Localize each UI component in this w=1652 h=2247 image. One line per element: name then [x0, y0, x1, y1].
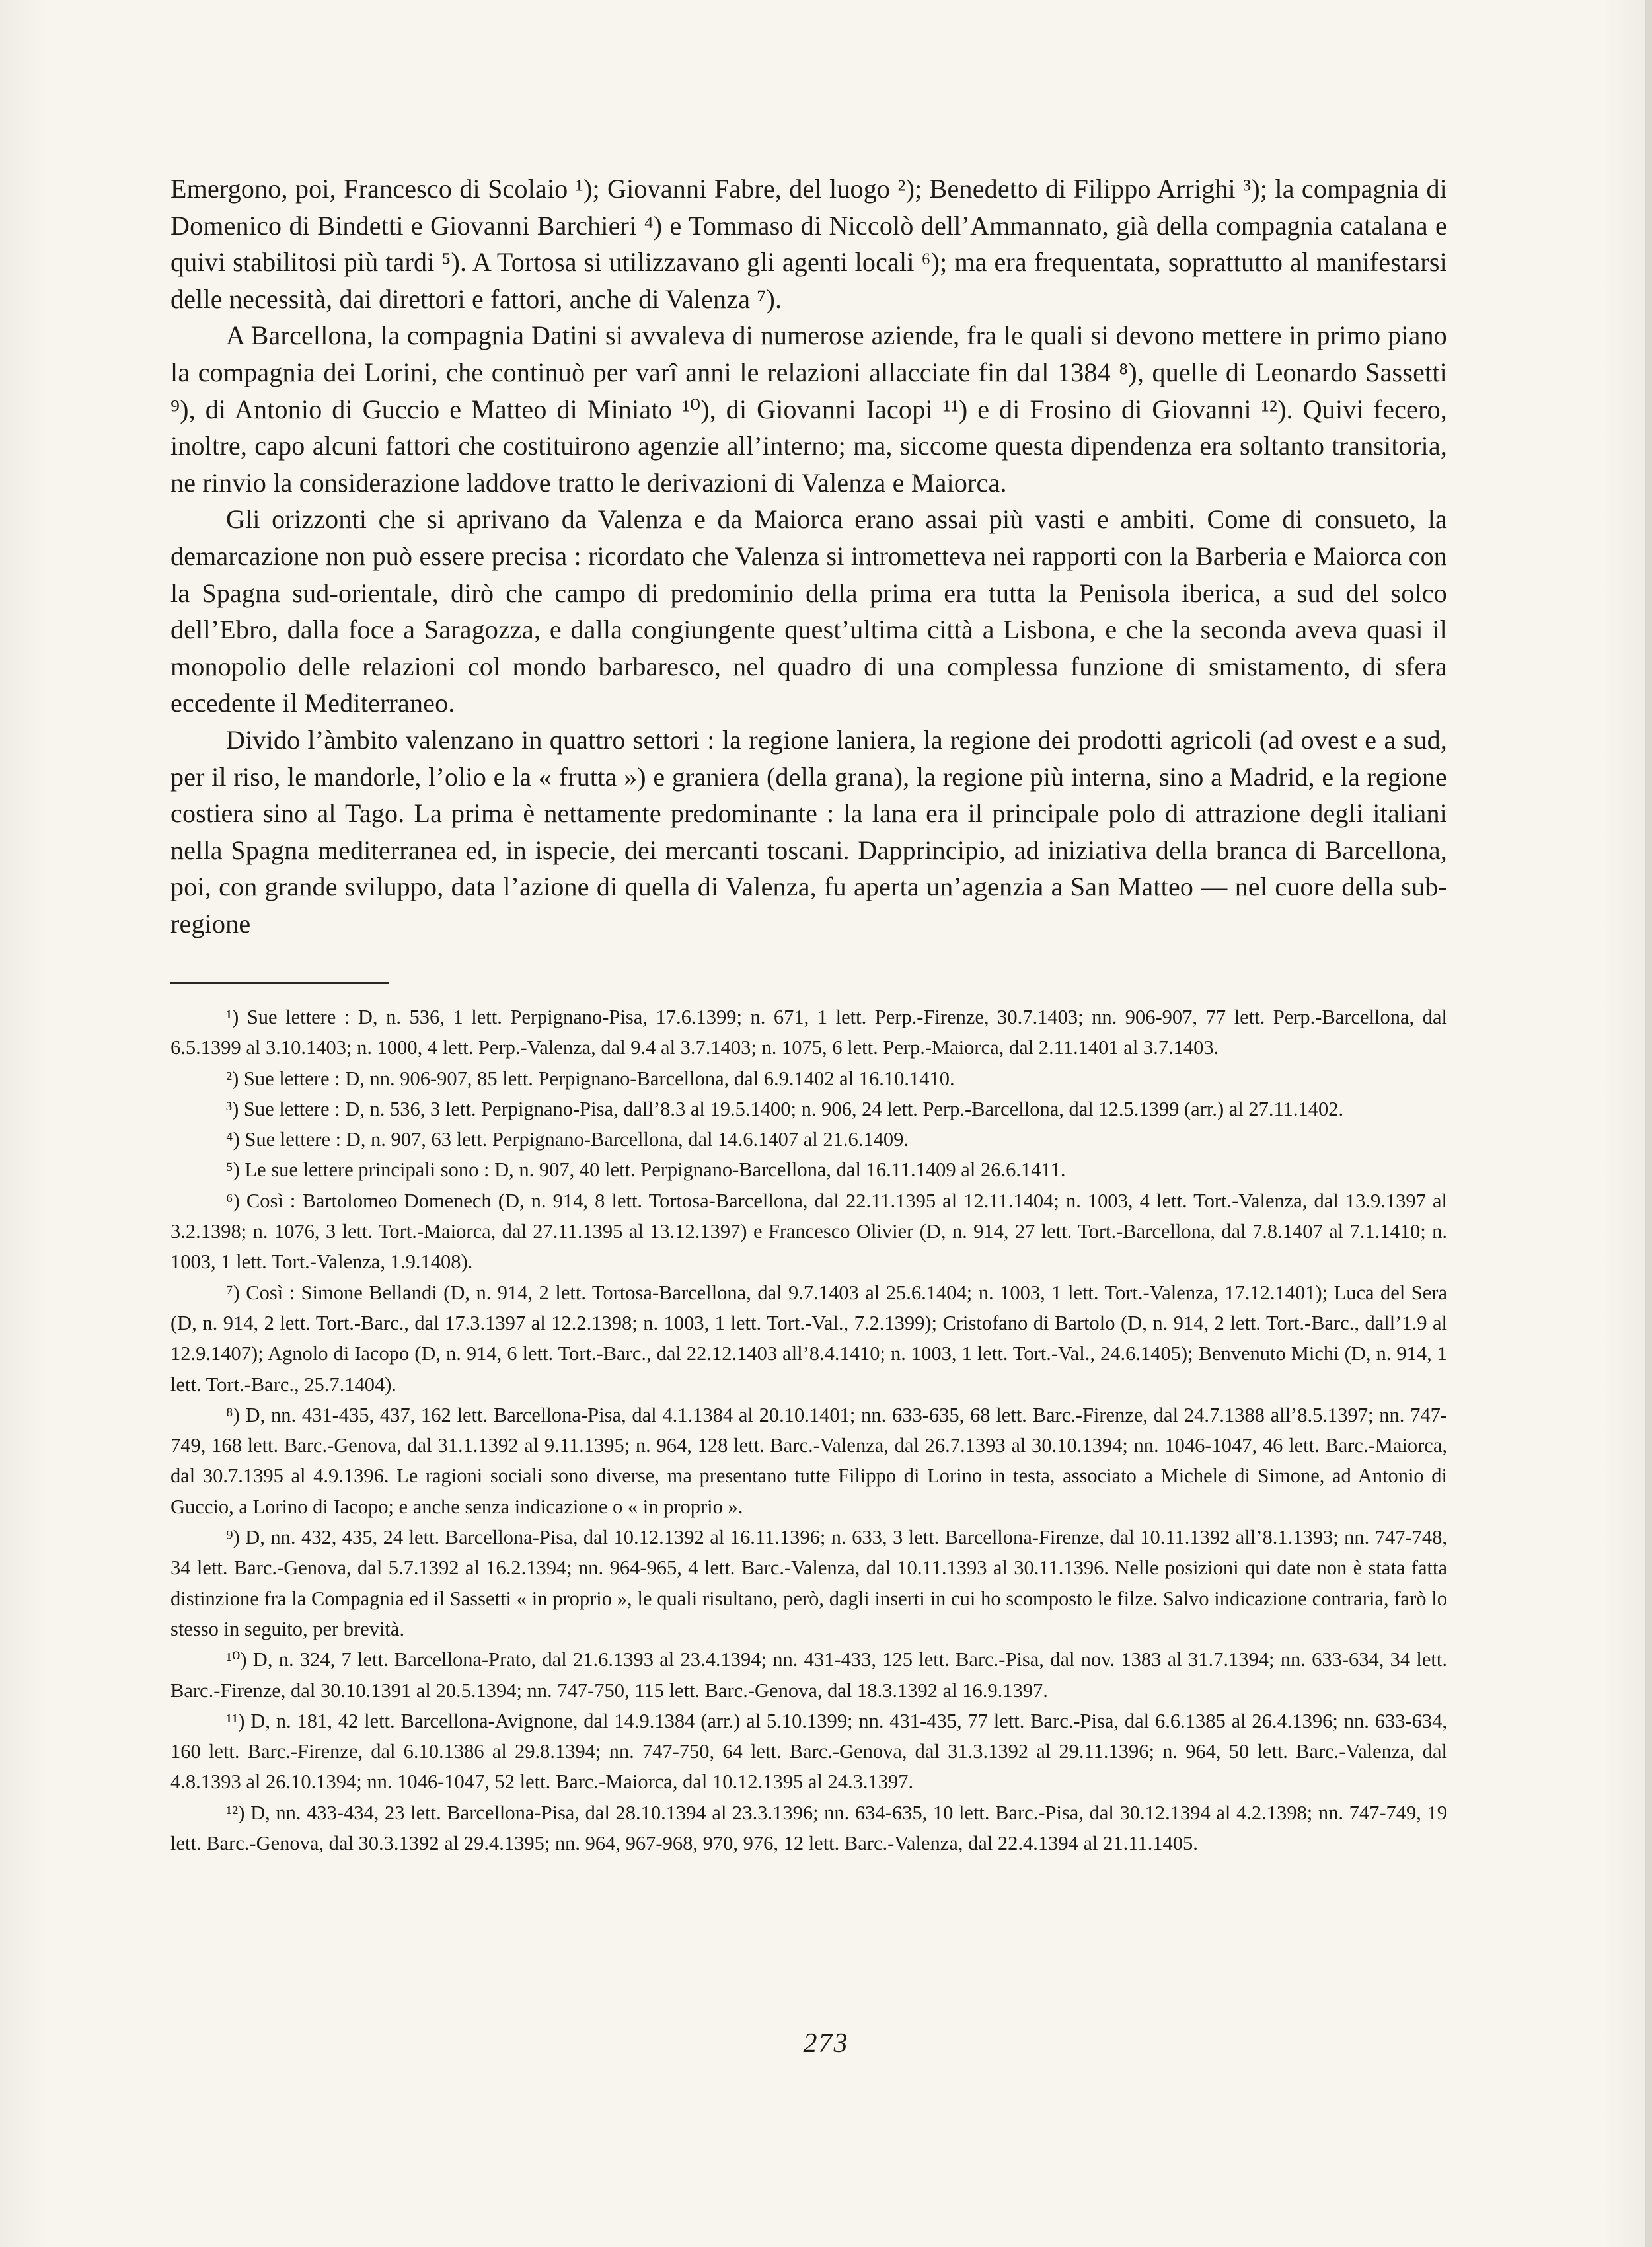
footnote: ⁹) D, nn. 432, 435, 24 lett. Barcellona-Pisa, dal 10.12.1392 al 16.11.1396; n. 633, 3 lett. Barcellona-Firenze, dal 10.11.1392 all’8.1.1393; nn. 747-748, 34 lett. Barc.-Genova, dal 5.7.1392 al 16.2.1394; nn. 964-965, 4 lett. Barc.-Valenza, dal 10.11.1393 al 30.11.1396. Nelle posizioni qui date non è stata fatta distinzione fra la Compagnia ed il Sassetti « in proprio », le quali risultano, però, dagli inserti in cui ho scomposto le filze. Salvo indicazione contraria, farò lo stesso in seguito, per brevità.: [170, 1526, 1447, 1640]
footnote: ²) Sue lettere : D, nn. 906-907, 85 lett. Perpignano-Barcellona, dal 6.9.1402 al 16.10.1410.: [226, 1067, 955, 1090]
main-text: [170, 171, 1447, 942]
footnote: ⁸) D, nn. 431-435, 437, 162 lett. Barcellona-Pisa, dal 4.1.1384 al 20.10.1401; nn. 633-635, 68 lett. Barc.-Firenze, dal 24.7.1388 all’8.5.1397; nn. 747-749, 168 lett. Barc.-Genova, dal 31.1.1392 al 9.11.1395; n. 964, 128 lett. Barc.-Valenza, dal 26.7.1393 al 30.10.1394; nn. 1046-1047, 46 lett. Barc.-Maiorca, dal 30.7.1395 al 4.9.1396. Le ragioni sociali sono diverse, ma presentano tutte Filippo di Lorino in testa, associato a Michele di Simone, ad Antonio di Guccio, a Lorino di Iacopo; e anche senza indicazione o « in proprio ».: [170, 1403, 1447, 1518]
footnote: ¹¹) D, n. 181, 42 lett. Barcellona-Avignone, dal 14.9.1384 (arr.) al 5.10.1399; nn. 431-435, 77 lett. Barc.-Pisa, dal 6.6.1385 al 26.4.1396; nn. 633-634, 160 lett. Barc.-Firenze, dal 6.10.1386 al 29.8.1394; nn. 747-750, 64 lett. Barc.-Genova, dal 31.3.1392 al 29.11.1396; n. 964, 50 lett. Barc.-Valenza, dal 4.8.1393 al 26.10.1394; nn. 1046-1047, 52 lett. Barc.-Maiorca, dal 10.12.1395 al 24.3.1397.: [170, 1709, 1447, 1794]
body-paragraph: Emergono, poi, Francesco di Scolaio ¹); Giovanni Fabre, del luogo ²); Benedetto di Filippo Arrighi ³); la compagnia di Domenico di Bindetti e Giovanni Barchieri ⁴) e Tommaso di Niccolò dell’Ammannato, già della compagnia catalana e quivi stabilitosi più tardi ⁵). A Tortosa si utilizzavano gli agenti locali ⁶); ma era frequentata, soprattutto al manifestarsi delle necessità, dai direttori e fattori, anche di Valenza ⁷).: [170, 174, 1447, 314]
body-paragraph: A Barcellona, la compagnia Datini si avvaleva di numerose aziende, fra le quali si devono mettere in primo piano la compagnia dei Lorini, che continuò per varî anni le relazioni allacciate fin dal 1384 ⁸), quelle di Leonardo Sassetti ⁹), di Antonio di Guccio e Matteo di Miniato ¹⁰), di Giovanni Iacopi ¹¹) e di Frosino di Giovanni ¹²). Quivi fecero, inoltre, capo alcuni fattori che costituirono agenzie all’interno; ma, siccome questa dipendenza era soltanto transitoria, ne rinvio la considerazione laddove tratto le derivazioni di Valenza e Maiorca.: [170, 321, 1447, 498]
footnote: ³) Sue lettere : D, n. 536, 3 lett. Perpignano-Pisa, dall’8.3 al 19.5.1400; n. 906, 24 lett. Perp.-Barcellona, dal 12.5.1399 (arr.) al 27.11.1402.: [226, 1097, 1344, 1120]
body-paragraph: Divido l’àmbito valenzano in quattro settori : la regione laniera, la regione dei prodotti agricoli (ad ovest e a sud, per il riso, le mandorle, l’olio e la « frutta ») e graniera (della grana), la regione più interna, sino a Madrid, e la regione costiera sino al Tago. La prima è nettamente predominante : la lana era il principale polo di attrazione degli italiani nella Spagna mediterranea ed, in ispecie, dei mercanti toscani. Dapprincipio, ad iniziativa della branca di Barcellona, poi, con grande sviluppo, data l’azione di quella di Valenza, fu aperta un’agenzia a San Matteo — nel cuore della sub-regione: [170, 724, 1447, 938]
page-number: 273: [803, 2028, 849, 2059]
footnote: ⁷) Così : Simone Bellandi (D, n. 914, 2 lett. Tortosa-Barcellona, dal 9.7.1403 al 25.6.1404; n. 1003, 1 lett. Tort.-Valenza, 17.12.1401); Luca del Sera (D, n. 914, 2 lett. Tort.-Barc., dal 17.3.1397 al 12.2.1398; n. 1003, 1 lett. Tort.-Val., 7.2.1399); Cristofano di Bartolo (D, n. 914, 2 lett. Tort.-Barc., dall’1.9 al 12.9.1407); Agnolo di Iacopo (D, n. 914, 6 lett. Tort.-Barc., dal 22.12.1403 all’8.4.1410; n. 1003, 1 lett. Tort.-Val., 24.6.1405); Benvenuto Michi (D, n. 914, 1 lett. Tort.-Barc., 25.7.1404).: [170, 1281, 1447, 1396]
footnote: ¹⁰) D, n. 324, 7 lett. Barcellona-Prato, dal 21.6.1393 al 23.4.1394; nn. 431-433, 125 lett. Barc.-Pisa, dal nov. 1383 al 31.7.1394; nn. 633-634, 34 lett. Barc.-Firenze, dal 30.10.1391 al 20.5.1394; nn. 747-750, 115 lett. Barc.-Genova, dal 18.3.1392 al 16.9.1397.: [170, 1648, 1447, 1702]
footnotes: [170, 1002, 1447, 1858]
body-paragraph: Gli orizzonti che si aprivano da Valenza e da Maiorca erano assai più vasti e ambiti. Come di consueto, la demarcazione non può essere precisa : ricordato che Valenza si intrometteva nei rapporti con la Barberia e Maiorca con la Spagna sud-orientale, dirò che campo di predominio della prima era tutta la Penisola iberica, a sud del solco dell’Ebro, dalla foce a Saragozza, e dalla congiungente quest’ultima città a Lisbona, e che la seconda aveva quasi il monopolio delle relazioni col mondo barbaresco, nel quadro di una complessa funzione di smistamento, di sfera eccedente il Mediterraneo.: [170, 504, 1447, 718]
page-edge: [1645, 0, 1652, 2247]
footnote-separator: [170, 982, 389, 984]
footnote: ⁶) Così : Bartolomeo Domenech (D, n. 914, 8 lett. Tortosa-Barcellona, dal 22.11.1395 al 12.11.1404; n. 1003, 4 lett. Tort.-Valenza, dal 13.9.1397 al 3.2.1398; n. 1076, 3 lett. Tort.-Maiorca, dal 27.11.1395 al 13.12.1397) e Francesco Olivier (D, n. 914, 27 lett. Tort.-Barcellona, dal 7.8.1407 al 7.1.1410; n. 1003, 1 lett. Tort.-Valenza, 1.9.1408).: [170, 1189, 1447, 1274]
footnote: ¹) Sue lettere : D, n. 536, 1 lett. Perpignano-Pisa, 17.6.1399; n. 671, 1 lett. Perp.-Firenze, 30.7.1403; nn. 906-907, 77 lett. Perp.-Barcellona, dal 6.5.1399 al 3.10.1403; n. 1000, 4 lett. Perp.-Valenza, dal 9.4 al 3.7.1403; n. 1075, 6 lett. Perp.-Maiorca, dal 2.11.1401 al 3.7.1403.: [170, 1006, 1447, 1059]
footnote: ⁵) Le sue lettere principali sono : D, n. 907, 40 lett. Perpignano-Barcellona, dal 16.11.1409 al 26.6.1411.: [226, 1159, 1066, 1182]
footnote: ¹²) D, nn. 433-434, 23 lett. Barcellona-Pisa, dal 28.10.1394 al 23.3.1396; nn. 634-635, 10 lett. Barc.-Pisa, dal 30.12.1394 al 4.2.1398; nn. 747-749, 19 lett. Barc.-Genova, dal 30.3.1392 al 29.4.1395; nn. 964, 967-968, 970, 976, 12 lett. Barc.-Valenza, dal 22.4.1394 al 21.11.1405.: [170, 1801, 1447, 1855]
footnote: ⁴) Sue lettere : D, n. 907, 63 lett. Perpignano-Barcellona, dal 14.6.1407 al 21.6.1409.: [226, 1128, 909, 1151]
